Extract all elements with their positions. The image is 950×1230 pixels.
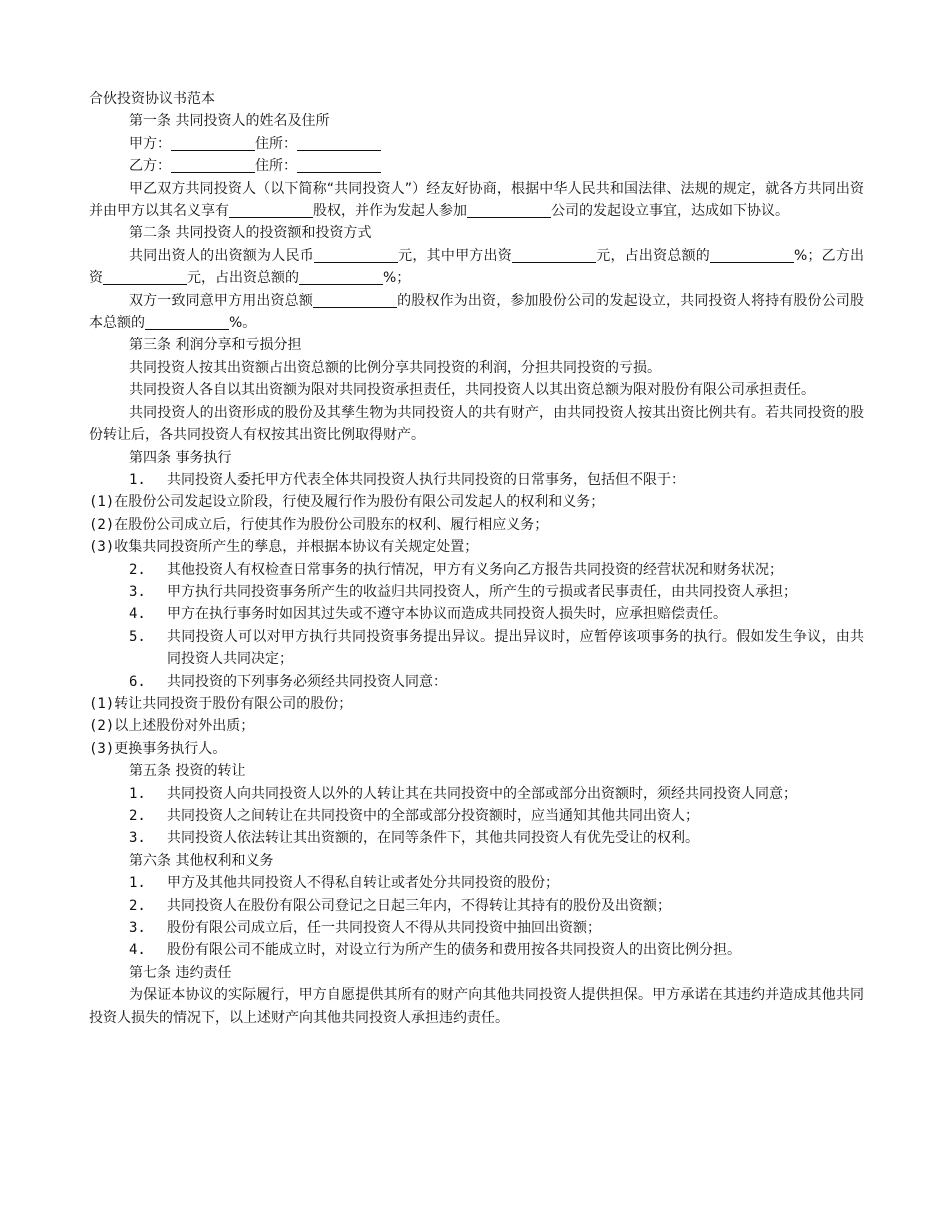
numbered-item	[89, 469, 864, 491]
numbered-item	[89, 917, 864, 939]
sub-item-number: (3)	[89, 740, 115, 757]
article-2-text-f: %；	[383, 270, 411, 287]
equity-amount-blank	[313, 292, 397, 308]
item-text: 甲方执行共同投资事务所产生的收益归共同投资人，所产生的亏损或者民事责任，由共同投资人承担；	[167, 583, 797, 600]
article-2-text-e: 元，占出资总额的	[187, 270, 299, 287]
item-number: 2.	[129, 561, 146, 578]
item-text: 在股份公司成立后，行使其作为股份公司股东的权利、履行相应义务；	[114, 516, 549, 533]
article-2-text-h: 的股权作为出资，参加股份公司的发起设立，共同投资人将持有股份公司股本总额的	[89, 292, 865, 332]
article-1-paragraph	[89, 178, 864, 223]
item-text: 股份有限公司不能成立时，对设立行为所产生的债务和费用按各共同投资人的出资比例分担。	[167, 942, 741, 959]
party-b-address-blank	[297, 157, 381, 173]
article-2-paragraph-2	[89, 290, 864, 335]
article-2-text-a: 共同出资人的出资额为人民币	[129, 247, 314, 264]
sub-item	[89, 715, 864, 737]
item-text: 在股份公司发起设立阶段，行使及履行作为股份有限公司发起人的权利和义务；	[114, 494, 605, 511]
article-7-heading: 第七条 违约责任	[129, 964, 232, 981]
article-3-paragraph-2: 共同投资人各自以其出资额为限对共同投资承担责任，共同投资人以其出资总额为限对股份有限公司承担责任。	[129, 382, 815, 399]
item-number: 5.	[129, 628, 146, 645]
article-6-list	[89, 872, 864, 962]
article-4-list	[89, 469, 864, 760]
party-b-percent-blank	[299, 269, 383, 285]
item-text: 甲方及其他共同投资人不得私自转让或者处分共同投资的股份；	[167, 875, 559, 892]
party-a-line	[89, 133, 864, 155]
item-text: 共同投资人在股份有限公司登记之日起三年内，不得转让其持有的股份及出资额；	[167, 897, 671, 914]
numbered-item	[89, 559, 864, 581]
item-number: 1.	[129, 471, 146, 488]
party-b-capital-blank	[103, 269, 187, 285]
item-number: 3.	[129, 583, 146, 600]
article-2-text-b: 元，其中甲方出资	[397, 247, 512, 264]
item-number: 1.	[129, 875, 146, 892]
item-text: 转让共同投资于股份有限公司的股份；	[114, 695, 353, 712]
party-b-name-blank	[171, 157, 255, 173]
sub-item-number: (3)	[89, 539, 115, 556]
article-1-text-1: 甲乙双方共同投资人（以下简称“共同投资人”）经友好协商，根据中华人民共和国法律、法规的规定，就各方共同出资并由甲方以其名义享有	[89, 180, 864, 220]
item-text: 股份有限公司成立后，任一共同投资人不得从共同投资中抽回出资额；	[167, 920, 601, 937]
item-text: 共同投资人可以对甲方执行共同投资事务提出异议。提出异议时，应暂停该项事务的执行。假如发生争议，由共同投资人共同决定；	[167, 628, 864, 668]
item-text: 甲方在执行事务时如因其过失或不遵守本协议而造成共同投资人损失时，应承担赔偿责任。	[167, 606, 727, 623]
item-number: 6.	[129, 673, 146, 690]
item-text: 共同投资人向共同投资人以外的人转让其在共同投资中的全部或部分出资额时，须经共同投资人同意；	[167, 785, 797, 802]
item-text: 其他投资人有权检查日常事务的执行情况，甲方有义务向乙方报告共同投资的经营状况和财务状况；	[167, 561, 783, 578]
party-a-name-blank	[171, 135, 255, 151]
item-number: 4.	[129, 606, 146, 623]
sub-item	[89, 491, 864, 513]
total-capital-blank	[314, 247, 398, 263]
company-name-blank	[467, 202, 551, 218]
item-number: 2.	[129, 808, 146, 824]
article-1-text-2: 股权，并作为发起人参加	[313, 203, 467, 220]
item-text: 共同投资的下列事务必须经共同投资人同意：	[167, 673, 447, 690]
numbered-item	[89, 895, 864, 917]
equity-name-blank	[229, 202, 313, 218]
article-5-list	[89, 783, 864, 850]
item-text: 更换事务执行人。	[114, 740, 227, 757]
item-number: 3.	[129, 830, 146, 847]
article-5-heading: 第五条 投资的转让	[129, 763, 246, 780]
item-number: 3.	[129, 920, 146, 937]
numbered-item	[89, 581, 864, 603]
article-4-heading: 第四条 事务执行	[129, 449, 232, 466]
party-a-capital-blank	[512, 247, 596, 263]
numbered-item	[89, 939, 864, 961]
share-percent-blank	[145, 314, 229, 330]
numbered-item	[89, 827, 864, 849]
article-3-paragraph-3: 共同投资人的出资形成的股份及其孳生物为共同投资人的共有财产，由共同投资人按其出资比例共有。若共同投资的股份转让后，各共同投资人有权按其出资比例取得财产。	[89, 404, 864, 444]
numbered-item	[89, 626, 864, 671]
sub-item-number: (1)	[89, 494, 115, 511]
article-6-heading: 第六条 其他权利和义务	[129, 852, 274, 869]
item-number: 4.	[129, 942, 146, 959]
sub-item-number: (2)	[89, 718, 115, 735]
sub-item	[89, 514, 864, 536]
item-text: 共同投资人委托甲方代表全体共同投资人执行共同投资的日常事务，包括但不限于：	[167, 471, 685, 488]
item-text: 共同投资人依法转让其出资额的，在同等条件下，其他共同投资人有优先受让的权利。	[167, 830, 699, 847]
party-b-line	[89, 155, 864, 177]
party-a-percent-blank	[710, 247, 794, 263]
numbered-item	[89, 671, 864, 693]
item-number: 1.	[129, 785, 146, 802]
sub-item	[89, 738, 864, 760]
article-2-text-d: %；乙方出资	[89, 247, 865, 287]
numbered-item	[89, 603, 864, 625]
article-1-text-3: 公司的发起设立事宜，达成如下协议。	[551, 203, 789, 220]
item-text: 收集共同投资所产生的孳息，并根据本协议有关规定处置；	[114, 539, 479, 556]
sub-item-number: (2)	[89, 516, 115, 533]
sub-item	[89, 693, 864, 715]
article-2-paragraph-1	[89, 245, 864, 290]
article-2-text-g: 双方一致同意甲方用出资总额	[129, 292, 313, 309]
item-text: 共同投资人之间转让在共同投资中的全部或部分投资额时，应当通知其他共同出资人；	[167, 808, 699, 824]
numbered-item	[89, 872, 864, 894]
article-2-text-i: %。	[229, 315, 257, 332]
article-1-heading: 第一条 共同投资人的姓名及住所	[129, 113, 330, 130]
party-a-address-blank	[297, 135, 381, 151]
party-b-address-label: 住所：	[255, 158, 297, 175]
numbered-item	[89, 805, 864, 827]
sub-item	[89, 536, 864, 558]
document-title: 合伙投资协议书范本	[89, 91, 215, 107]
article-2-heading: 第二条 共同投资人的投资额和投资方式	[129, 225, 372, 242]
article-2-text-c: 元，占出资总额的	[596, 247, 711, 264]
article-7-paragraph: 为保证本协议的实际履行，甲方自愿提供其所有的财产向其他共同投资人提供担保。甲方承诺在其违约并造成其他共同投资人损失的情况下，以上述财产向其他共同投资人承担违约责任。	[89, 987, 864, 1026]
document-body	[89, 88, 864, 1029]
article-3-paragraph-1: 共同投资人按其出资额占出资总额的比例分享共同投资的利润，分担共同投资的亏损。	[129, 359, 661, 376]
party-a-address-label: 住所：	[255, 135, 297, 152]
numbered-item	[89, 783, 864, 805]
party-b-label: 乙方：	[129, 158, 171, 175]
article-3-heading: 第三条 利润分享和亏损分担	[129, 337, 302, 354]
item-text: 以上述股份对外出质；	[114, 718, 255, 735]
sub-item-number: (1)	[89, 695, 115, 712]
party-a-label: 甲方：	[129, 135, 171, 152]
item-number: 2.	[129, 897, 146, 914]
